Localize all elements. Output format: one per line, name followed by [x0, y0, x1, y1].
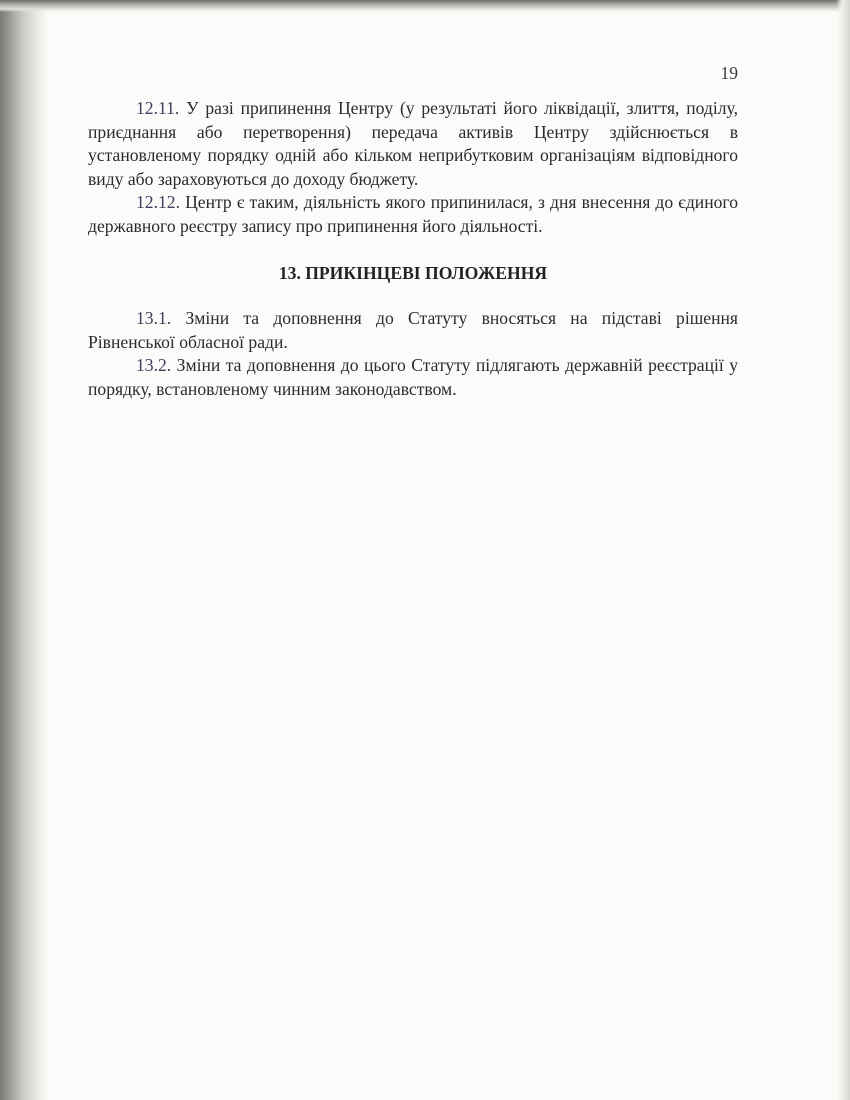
paragraph-number: 13.2. — [136, 355, 172, 375]
paragraph-13-1 — [88, 307, 738, 354]
paragraph-text: Зміни та доповнення до цього Статуту підлягають державній реєстрації у порядку, встановленому чинним законодавством. — [88, 355, 739, 399]
paragraph-number: 13.1. — [136, 308, 172, 328]
paragraph-text: Зміни та доповнення до Статуту вносяться на підставі рішення Рівненської обласної ради. — [88, 308, 738, 352]
paragraph-number: 12.12. — [136, 192, 180, 212]
paragraph-12-12 — [88, 191, 738, 238]
paragraph-number: 12.11. — [136, 98, 180, 118]
page-number: 19 — [720, 63, 738, 83]
paragraph-text: У разі припинення Центру (у результаті його ліквідації, злиття, поділу, приєднання або перетворення) передача активів Центру здійснюється в установленому порядку одній або кільком неприбутковим організаціям відповідного виду або зараховуються до доходу бюджету. — [88, 98, 738, 189]
document-body — [88, 62, 738, 401]
scan-right-edge — [836, 0, 850, 1100]
paragraph-13-2 — [88, 354, 738, 401]
scan-top-edge — [0, 0, 850, 12]
paragraph-12-11 — [88, 97, 738, 191]
section-heading: 13. ПРИКІНЦЕВІ ПОЛОЖЕННЯ — [278, 263, 548, 283]
scan-left-shadow — [0, 0, 48, 1100]
paragraph-text: Центр є таким, діяльність якого припинилася, з дня внесення до єдиного державного реєстру запису про припинення його діяльності. — [88, 192, 738, 236]
